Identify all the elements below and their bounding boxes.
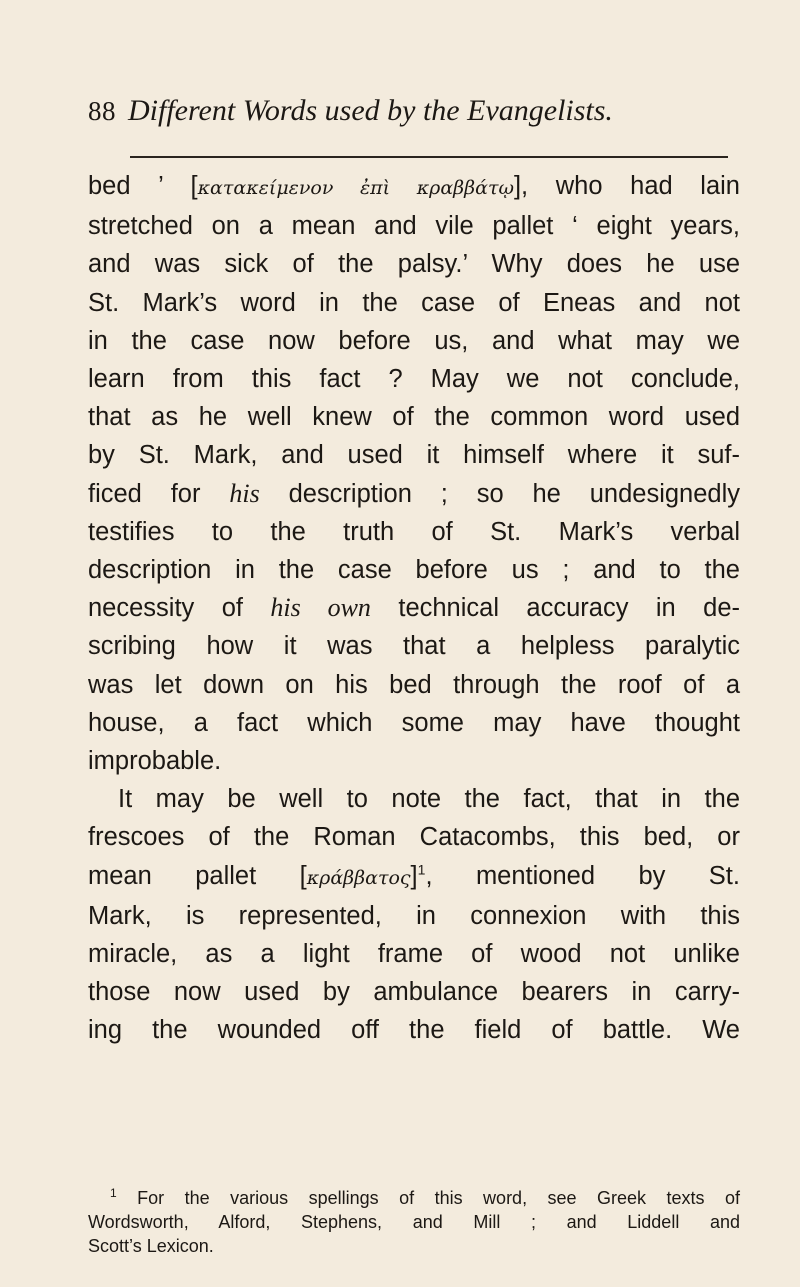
- running-title: Different Words used by the Evangelists.: [128, 94, 613, 127]
- paragraph-start-line: It may be well to note the fact, that in the: [118, 785, 740, 814]
- text-line: St. Mark’s word in the case of Eneas and not: [88, 288, 740, 317]
- body-text: [88, 167, 740, 1050]
- text-line: that as he well knew of the common word used: [88, 403, 740, 432]
- text-line: house, a fact which some may have thought: [88, 708, 740, 737]
- text-line: necessity of his own technical accuracy in de-: [88, 593, 740, 623]
- text-line: miracle, as a light frame of wood not unlike: [88, 940, 740, 969]
- footnote-marker: 1: [110, 1186, 117, 1200]
- text-line: testifies to the truth of St. Mark’s verbal: [88, 517, 740, 546]
- footnote-reference: 1: [417, 861, 426, 878]
- text-line: and was sick of the palsy.’ Why does he use: [88, 250, 740, 279]
- italic-word: his: [229, 478, 260, 508]
- text-line: bed ’ [κατακείμενον ἐπὶ κραββάτῳ], who had lain: [88, 172, 740, 200]
- text-line: was let down on his bed through the roof of a: [88, 670, 740, 699]
- text-line: description in the case before us ; and to the: [88, 556, 740, 585]
- text-line: frescoes of the Roman Catacombs, this bed, or: [88, 823, 740, 852]
- header-rule: [130, 156, 728, 158]
- text-line: in the case now before us, and what may we: [88, 326, 740, 355]
- text-line: by St. Mark, and used it himself where it suf-: [88, 441, 740, 470]
- text-line: ing the wounded off the field of battle. We: [88, 1016, 740, 1045]
- text-line: mean pallet $[\kappa\rho ά\beta\beta\alpha\tau o\varsigma]^1$, mentioned by St.: [88, 861, 740, 890]
- footnote: [88, 1186, 740, 1258]
- page-header: [88, 94, 728, 142]
- italic-phrase: his own: [270, 593, 371, 623]
- greek-word: κράββατος: [306, 866, 411, 889]
- text-line: scribing how it was that a helpless paralytic: [88, 632, 740, 661]
- text-line: Mark, is represented, in connexion with this: [88, 901, 740, 930]
- footnote-line: Scott’s Lexicon.: [88, 1236, 214, 1256]
- greek-phrase: κατακείμενον ἐπὶ κραββάτῳ: [197, 177, 514, 199]
- text-line: learn from this fact ? May we not conclude,: [88, 365, 740, 394]
- footnote-line: Wordsworth, Alford, Stephens, and Mill ; and Liddell and: [88, 1212, 740, 1232]
- text-line: those now used by ambulance bearers in carry-: [88, 978, 740, 1007]
- text-line: ficed for his description ; so he undesignedly: [88, 478, 741, 508]
- footnote-line: $^1$ For the various spellings of this word, see Greek texts of: [110, 1186, 740, 1208]
- page-number: 88: [88, 96, 116, 126]
- text-line: stretched on a mean and vile pallet ‘ eight years,: [88, 212, 740, 241]
- text-line: improbable.: [88, 747, 222, 776]
